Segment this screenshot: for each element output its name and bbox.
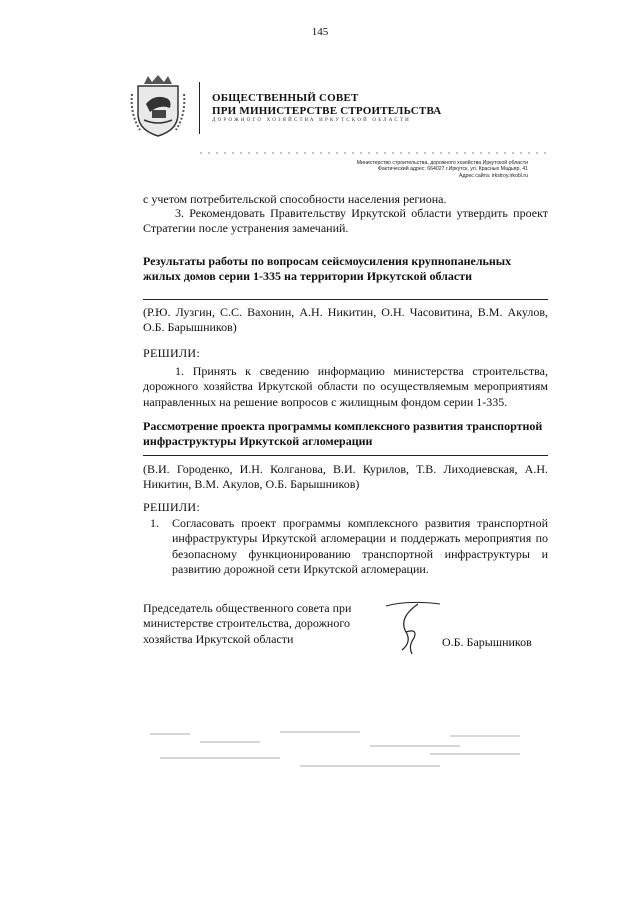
- section2-resolved-label: РЕШИЛИ:: [143, 500, 201, 514]
- section2-decision-number: 1.: [150, 516, 159, 530]
- section2-rule: [143, 455, 548, 456]
- page-number: 145: [311, 26, 329, 38]
- scan-artifact: [130, 723, 540, 783]
- section1-speakers: (Р.Ю. Лузгин, С.С. Вахонин, А.Н. Никитин, О.Н. Часовитина, В.М. Акулов, О.Б. Барышников): [143, 305, 548, 335]
- org-name-line1: ОБЩЕСТВЕННЫЙ СОВЕТ: [212, 92, 359, 104]
- contact-ministry: Министерство строительства, дорожного хозяйства Иркутской области: [356, 160, 528, 166]
- paragraph-item-3: 3. Рекомендовать Правительству Иркутской области утвердить проект Стратегии после устранения замечаний.: [143, 206, 548, 236]
- section2-decision: Согласовать проект программы комплексного развития транспортной инфраструктуры Иркутской агломерации и поддержать мероприятия по безопасному функционированию транспортной инфраструктуры и развитию дорожной сети Иркутской агломерации.: [172, 516, 548, 577]
- section1-title: Результаты работы по вопросам сейсмоусиления крупнопанельных жилых домов серии 1-335 на территории Иркутской области: [143, 254, 512, 284]
- header-divider: [199, 82, 200, 134]
- irkutsk-coat-of-arms-icon: [130, 74, 186, 140]
- contact-address: Фактический адрес: 664027 г.Иркутск, ул. Красных Мадьяр, 41: [377, 166, 528, 173]
- handwritten-signature: [378, 598, 448, 656]
- org-name-line3: ДОРОЖНОГО ХОЗЯЙСТВА ИРКУТСКОЙ ОБЛАСТИ: [212, 118, 411, 123]
- org-name-line2: ПРИ МИНИСТЕРСТВЕ СТРОИТЕЛЬСТВА: [212, 105, 442, 117]
- signatory-position-line3: хозяйства Иркутской области: [143, 631, 294, 646]
- contact-website: Адрес сайта: irkstroy.irkobl.ru: [459, 172, 528, 179]
- org-name: [212, 92, 441, 118]
- signatory-position-line1: Председатель общественного совета при: [143, 601, 352, 615]
- signatory-position: [143, 601, 373, 647]
- section2-title: Рассмотрение проекта программы комплексного развития транспортной инфраструктуры Иркутской агломерации: [143, 419, 543, 449]
- section2-speakers: (В.И. Городенко, И.Н. Колганова, В.И. Курилов, Т.В. Лиходиевская, А.Н. Никитин, В.М. Акулов, О.Б. Барышников): [143, 462, 548, 492]
- paragraph-continuation: с учетом потребительской способности населения региона.: [143, 192, 447, 206]
- signatory-name: О.Б. Барышников: [442, 635, 532, 649]
- signatory-position-line2: министерстве строительства, дорожного: [143, 616, 350, 631]
- section1-decision: 1. Принять к сведению информацию министерства строительства, дорожного хозяйства Иркутской области по осуществляемым мероприятиям направленных на решение вопросов с жилищным фондом серии 1-335.: [143, 364, 548, 409]
- contact-info: [357, 160, 528, 179]
- section1-rule: [143, 299, 548, 300]
- section1-resolved-label: РЕШИЛИ:: [143, 346, 201, 360]
- header-rule: [200, 150, 550, 156]
